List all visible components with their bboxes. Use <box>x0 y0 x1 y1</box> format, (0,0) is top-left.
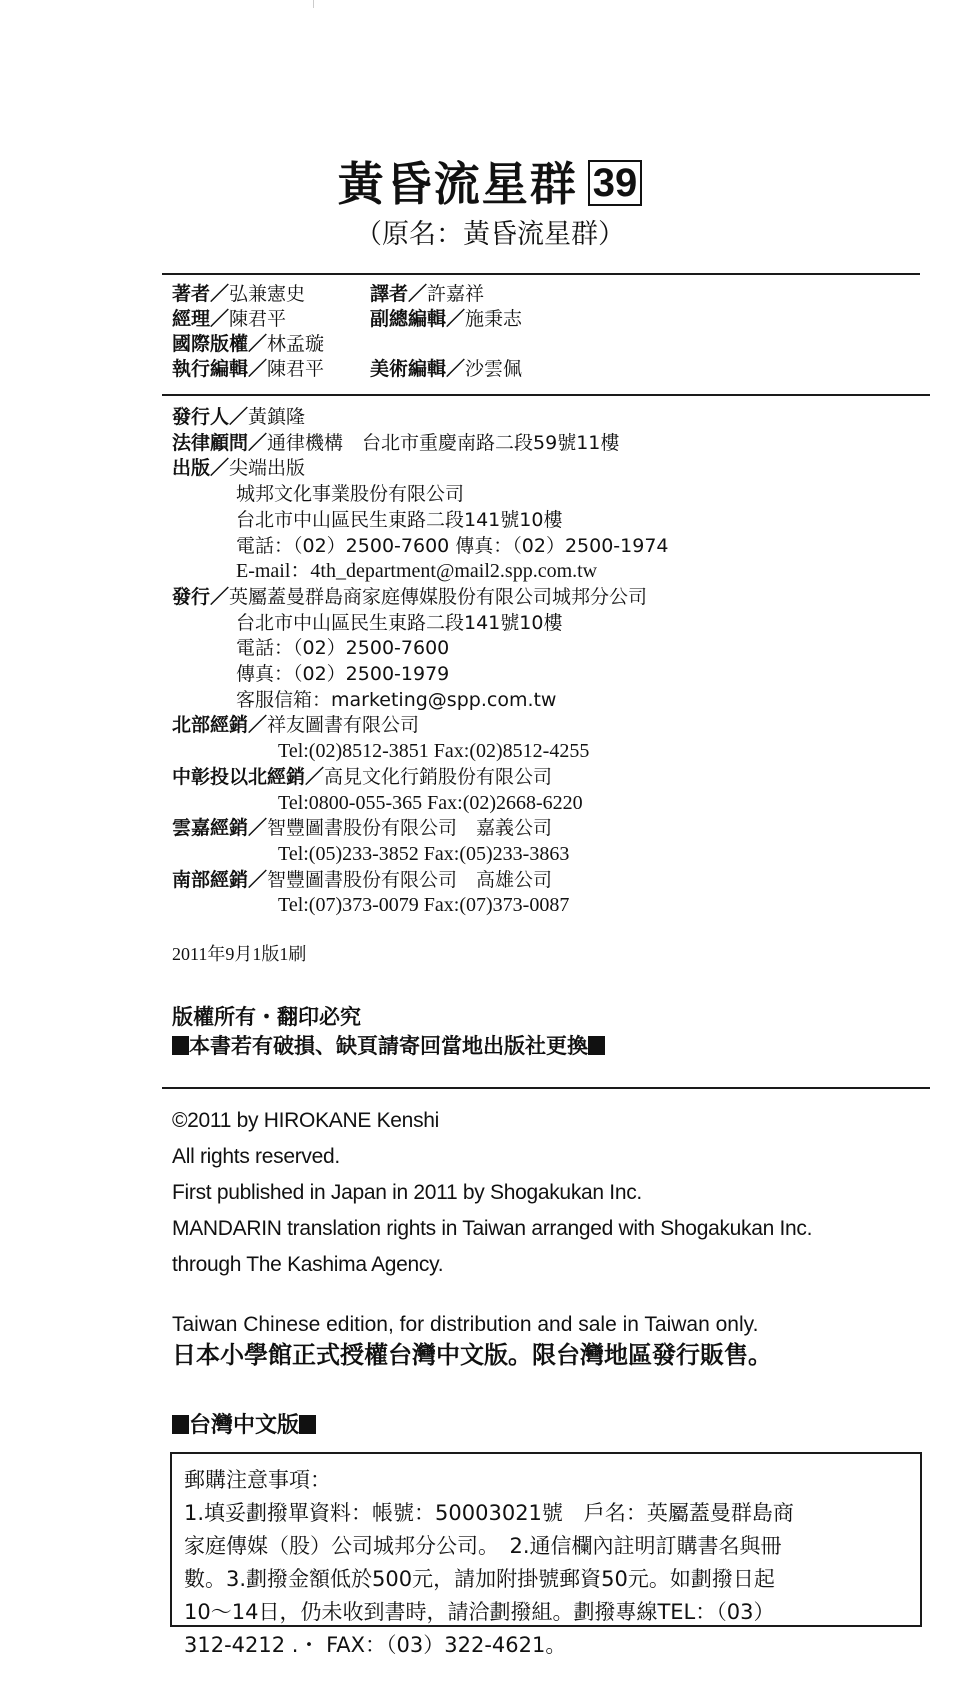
imprint-phone: 電話：（02）2500-7600 傳真：（02）2500-1974 <box>236 534 669 557</box>
publishing-block <box>172 405 669 919</box>
publisher-value: 黃鎮隆 <box>248 406 306 428</box>
replacement-notice: 本書若有破損、缺頁請寄回當地出版社更換 <box>172 1032 605 1061</box>
mail-order-box <box>170 1452 922 1657</box>
credit-value: 弘兼憲史 <box>229 283 306 305</box>
original-title: （原名：黃昏流星群） <box>355 219 625 250</box>
mail-order-line: 數。3.劃撥金額低於500元，請加附掛號郵資50元。如劃撥日起 <box>184 1567 775 1591</box>
square-bullet-icon <box>172 1415 189 1434</box>
distribution-fax: 傳真：（02）2500-1979 <box>236 663 450 686</box>
credits-block <box>172 282 522 382</box>
credits-row <box>172 332 522 357</box>
imprint-company: 城邦文化事業股份有限公司 <box>236 483 465 506</box>
distribution-email: 客服信箱：marketing@spp.com.tw <box>236 688 557 711</box>
credits-row <box>172 307 522 332</box>
distributor-contact: Tel:(07)373-0079 Fax:(07)373-0087 <box>278 894 570 917</box>
square-bullet-icon <box>172 1036 189 1055</box>
taiwan-edition-label: 台灣中文版 <box>172 1408 316 1439</box>
imprint-address: 台北市中山區民生東路二段141號10樓 <box>236 508 563 531</box>
distribution-address: 台北市中山區民生東路二段141號10樓 <box>236 611 563 634</box>
edition-info: 2011年9月1版1刷 <box>172 944 307 964</box>
distributor-label: 中彰投以北經銷／ <box>172 765 325 788</box>
title-text: 黃昏流星群 <box>337 157 578 211</box>
distribution-value: 英屬蓋曼群島商家庭傳媒股份有限公司城邦分公司 <box>229 585 648 608</box>
copyright-line: through The Kashima Agency. <box>172 1253 444 1276</box>
mail-order-title: 郵購注意事項： <box>184 1468 331 1492</box>
distribution-notice <box>172 1310 772 1370</box>
credit-value: 許嘉祥 <box>427 283 485 305</box>
square-bullet-icon <box>588 1036 605 1055</box>
credit-label: 美術編輯／ <box>370 358 466 380</box>
distribution-notice-en: Taiwan Chinese edition, for distribution and sale in Taiwan only. <box>172 1313 759 1336</box>
book-title <box>0 148 980 214</box>
mail-order-line: 家庭傳媒（股）公司城邦分公司。 2.通信欄內註明訂購書名與冊 <box>184 1534 782 1558</box>
credit-value: 林孟璇 <box>267 333 325 355</box>
volume-badge: 39 <box>588 160 643 206</box>
imprint-email: E-mail：4th_department@mail2.spp.com.tw <box>236 560 598 583</box>
copyright-line: MANDARIN translation rights in Taiwan arranged with Shogakukan Inc. <box>172 1217 813 1240</box>
credit-label: 著者／ <box>172 283 230 305</box>
distributor-value: 祥友圖書有限公司 <box>267 714 420 737</box>
rights-block <box>172 1003 605 1061</box>
mail-order-line: 1.填妥劃撥單資料：帳號：50003021號 戶名：英屬蓋曼群島商 <box>184 1501 794 1525</box>
distribution-label: 發行／ <box>172 585 230 608</box>
imprint-label: 出版／ <box>172 457 230 480</box>
credit-label: 經理／ <box>172 308 230 330</box>
copyright-line: All rights reserved. <box>172 1145 340 1168</box>
publisher-label: 發行人／ <box>172 406 249 428</box>
legal-label: 法律顧問／ <box>172 431 268 454</box>
credit-value: 沙雲佩 <box>465 358 523 380</box>
divider-rights <box>162 1087 930 1089</box>
distributor-contact: Tel:0800-055-365 Fax:(02)2668-6220 <box>278 791 583 814</box>
english-copyright <box>172 1103 812 1283</box>
credit-label: 副總編輯／ <box>370 308 466 330</box>
credit-value: 陳君平 <box>229 308 287 330</box>
mail-order-line: 312-4212 .・ FAX：（03）322-4621。 <box>184 1633 567 1657</box>
copyright-line: ©2011 by HIROKANE Kenshi <box>172 1109 440 1132</box>
credit-label: 執行編輯／ <box>172 358 268 380</box>
distributor-label: 北部經銷／ <box>172 714 268 737</box>
distributor-contact: Tel:(05)233-3852 Fax:(05)233-3863 <box>278 842 570 865</box>
credit-value: 施秉志 <box>465 308 523 330</box>
distribution-notice-zh: 日本小學館正式授權台灣中文版。限台灣地區發行販售。 <box>172 1341 772 1369</box>
scan-speck <box>313 0 314 8</box>
distributor-value: 智豐圖書股份有限公司 嘉義公司 <box>267 817 553 840</box>
legal-value: 通律機構 台北市重慶南路二段59號11樓 <box>267 431 620 454</box>
mail-order-line: 10～14日，仍未收到書時，請洽劃撥組。劃撥專線TEL：（03） <box>184 1600 775 1624</box>
distribution-phone: 電話：（02）2500-7600 <box>236 637 450 660</box>
square-bullet-icon <box>299 1415 316 1434</box>
rights-reserved: 版權所有・翻印必究 <box>172 1005 361 1029</box>
credit-label: 譯者／ <box>370 283 428 305</box>
distributor-contact: Tel:(02)8512-3851 Fax:(02)8512-4255 <box>278 740 590 763</box>
credits-row <box>172 282 522 307</box>
divider-credits <box>162 394 930 396</box>
credit-value: 陳君平 <box>267 358 325 380</box>
credits-row <box>172 357 522 382</box>
credit-label: 國際版權／ <box>172 333 268 355</box>
copyright-line: First published in Japan in 2011 by Shogakukan Inc. <box>172 1181 642 1204</box>
distributor-value: 高見文化行銷股份有限公司 <box>324 765 553 788</box>
distributor-label: 南部經銷／ <box>172 868 268 891</box>
distributor-label: 雲嘉經銷／ <box>172 817 268 840</box>
imprint-value: 尖端出版 <box>229 457 306 480</box>
distributor-value: 智豐圖書股份有限公司 高雄公司 <box>267 868 553 891</box>
divider-top <box>162 273 920 275</box>
